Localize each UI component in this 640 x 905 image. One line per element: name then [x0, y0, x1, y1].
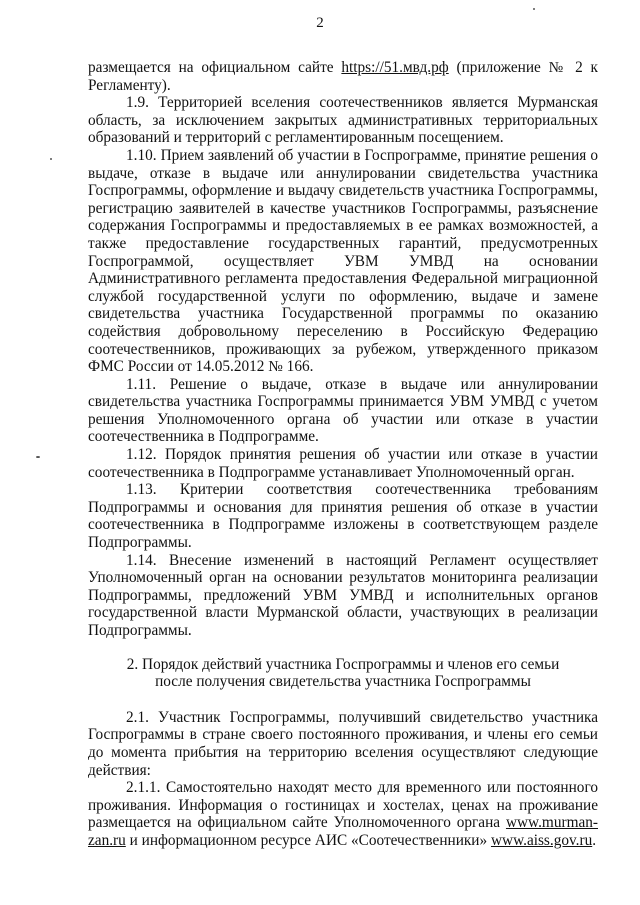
- document-body: [88, 59, 598, 850]
- paragraph-1-9: 1.9. Территорией вселения соотечественников является Мурманская область, за исключением закрытых административных территориальных образований и территорий с регламентированным посещением.: [88, 94, 598, 147]
- paragraph-2-1-1: [88, 779, 598, 849]
- paragraph-1-14: 1.14. Внесение изменений в настоящий Регламент осуществляет Уполномоченный орган на основании результатов мониторинга реализации Подпрограммы, предложений УВМ УМВД и исполнительных органов государственной власти Мурманской области, участвующих в реализации Подпрограммы.: [88, 551, 598, 639]
- paragraph-text: размещается на официальном сайте: [88, 59, 342, 76]
- scan-speck: [533, 8, 535, 10]
- scan-speck: [50, 158, 52, 160]
- paragraph-continuation: [88, 59, 598, 94]
- murmanzan-website-link[interactable]: www.murman-zan.ru: [88, 814, 598, 849]
- paragraph-text: и информационном ресурсе АИС «Соотечественники»: [125, 831, 491, 849]
- paragraph-text: 2.1.1. Самостоятельно находят место для временного или постоянного проживания. Информация о гостиницах и хостелах, ценах на проживание размещается на официальном сайте Уполномоченного органа: [88, 779, 598, 832]
- mvd-website-link[interactable]: https://51.мвд.рф: [341, 59, 449, 76]
- paragraph-2-1: 2.1. Участник Госпрограммы, получивший свидетельство участника Госпрограммы в стране своего постоянного проживания, и члены его семьи до момента прибытия на территорию вселения осуществляют следующие действия:: [88, 708, 598, 779]
- section-heading-line: 2. Порядок действий участника Госпрограммы и членов его семьи: [126, 655, 560, 673]
- paragraph-1-13: 1.13. Критерии соответствия соотечественника требованиям Подпрограммы и основания для принятия решения об отказе в участии соотечественника в Подпрограмме изложены в соответствующем разделе Подпрограммы.: [88, 481, 598, 552]
- paragraph-1-11: 1.11. Решение о выдаче, отказе в выдаче или аннулировании свидетельства участника Госпрограммы принимается УВМ УМВД с учетом решения Уполномоченного органа об участии или отказе в участии соотечественника в Подпрограмме.: [88, 375, 598, 446]
- scan-speck: [36, 456, 40, 458]
- paragraph-text: (приложение № 2 к Регламенту).: [88, 59, 598, 94]
- aiss-website-link[interactable]: www.aiss.gov.ru: [490, 831, 593, 849]
- paragraph-text: .: [592, 831, 597, 849]
- section-2-heading: [88, 656, 598, 691]
- section-heading-line: после получения свидетельства участника Госпрограммы: [155, 673, 531, 691]
- paragraph-1-10: 1.10. Прием заявлений об участии в Госпрограмме, принятие решения о выдаче, отказе в выдаче или аннулировании свидетельства участника Госпрограммы, оформление и выдачу свидетельств участника Госпрограммы, регистрацию заявителей в качестве участников Госпрограммы, разъяснение содержания Госпрограммы и предоставляемых в ее рамках возможностей, а также предоставление государственных гарантий, предусмотренных Госпрограммой, осуществляет УВМ УМВД на основании Административного регламента предоставления Федеральной миграционной службой государственной услуги по оформлению, выдаче и замене свидетельства участника Государственной программы по оказанию содействия добровольному переселению в Российскую Федерацию соотечественников, проживающих за рубежом, утвержденного приказом ФМС России от 14.05.2012 № 166.: [88, 146, 598, 376]
- paragraph-1-12: 1.12. Порядок принятия решения об участии или отказе в участии соотечественника в Подпрограмме устанавливает Уполномоченный орган.: [88, 446, 598, 481]
- page-number: 2: [316, 15, 324, 31]
